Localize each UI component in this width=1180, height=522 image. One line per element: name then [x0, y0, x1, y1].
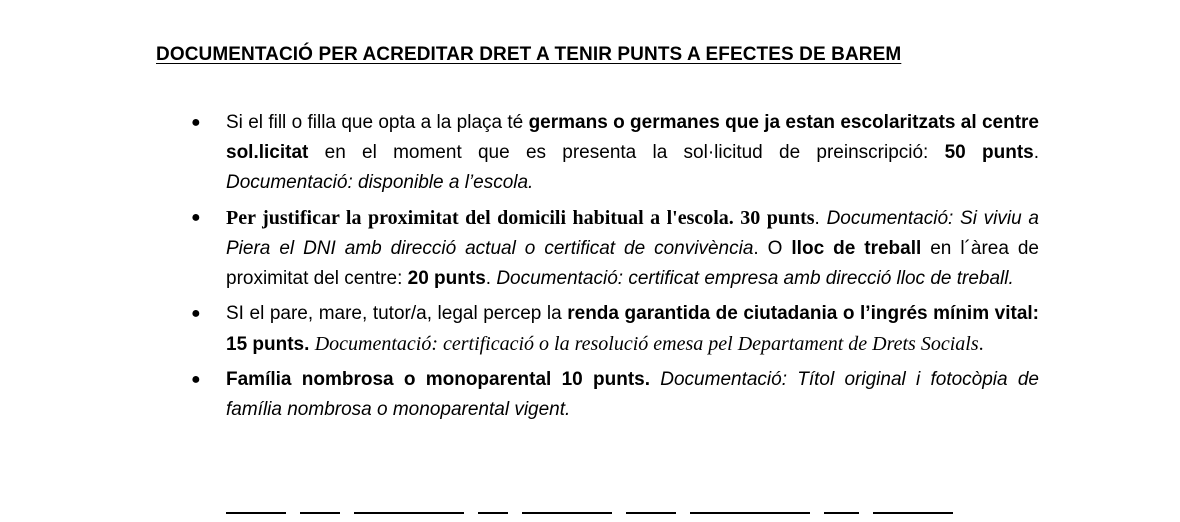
list-item-large-family — [0, 365, 1039, 425]
item-text-run — [650, 369, 660, 390]
item-text — [226, 203, 1039, 294]
item-points: 20 punts — [407, 268, 486, 289]
bullet-icon: ● — [191, 209, 201, 226]
item-text-run: . O — [753, 238, 792, 259]
bullet-icon: ● — [191, 371, 201, 388]
item-text-run: . — [814, 208, 820, 229]
item-text-run: SI el pare, mare, tutor/a, legal percep la — [226, 303, 568, 324]
item-bold-run: Per justificar la proximitat del domicili habitual a l'escola. 30 punts — [226, 207, 815, 229]
list-item-proximity — [0, 203, 1039, 294]
item-documentation: Documentació: certificat empresa amb direcció lloc de treball. — [496, 268, 1014, 289]
bullet-icon: ● — [191, 305, 201, 322]
item-bold-run: renda garantida de ciutadania o l’ingrés mínim vital: 15 punts. — [226, 303, 1039, 355]
points-list — [0, 108, 1039, 430]
document-title: DOCUMENTACIÓ PER ACREDITAR DRET A TENIR PUNTS A EFECTES DE BAREM — [156, 44, 902, 65]
item-documentation: Documentació: certificació o la resolució emesa pel Departament de Drets Socials — [314, 333, 979, 355]
item-text-run: . — [485, 268, 497, 289]
item-bold-run: Família nombrosa o monoparental 10 punts. — [226, 369, 650, 390]
item-text — [226, 108, 1039, 198]
list-item-income — [0, 299, 1039, 360]
item-bold-run: lloc de treball — [791, 238, 922, 259]
bullet-icon: ● — [191, 114, 201, 131]
item-text-run: en l´àrea de proximitat del centre: — [226, 238, 1040, 289]
item-text — [226, 299, 1039, 360]
item-text-run: en el moment que es presenta la sol·licitud de preinscripció: — [308, 142, 945, 163]
item-documentation: Documentació: disponible a l’escola. — [226, 172, 534, 193]
item-documentation: Documentació: Títol original i fotocòpia de família nombrosa o monoparental vigent. — [226, 369, 1039, 420]
item-points: 50 punts — [944, 142, 1034, 163]
item-text-run: . — [1033, 142, 1040, 163]
item-text-run: Si el fill o filla que opta a la plaça té — [226, 112, 529, 133]
item-text — [226, 365, 1039, 425]
cut-off-next-line — [226, 512, 1039, 522]
list-item-siblings — [0, 108, 1039, 198]
item-documentation: Documentació: Si viviu a Piera el DNI amb direcció actual o certificat de convivència — [226, 208, 1039, 259]
item-text-run: . — [978, 333, 984, 355]
item-bold-run: germans o germanes que ja estan escolaritzats al centre sol.licitat — [226, 112, 1039, 163]
